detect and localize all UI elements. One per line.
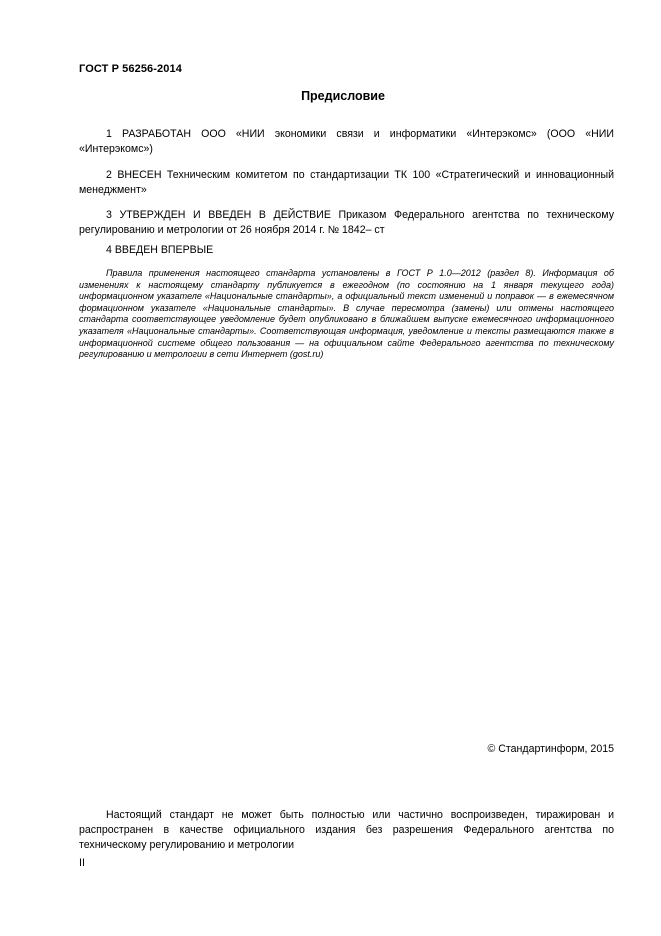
paragraph-developed-by: 1 РАЗРАБОТАН ООО «НИИ экономики связи и информатики «Интерэкомс» (ООО «НИИ «Интерэкомс») <box>79 128 614 155</box>
paragraph-introduced-by: 2 ВНЕСЕН Техническим комитетом по стандартизации ТК 100 «Стратегический и инновационный менеджмент» <box>79 169 614 196</box>
paragraph-first-introduced: 4 ВВЕДЕН ВПЕРВЫЕ <box>106 244 214 256</box>
paragraph-approved: 3 УТВЕРЖДЕН И ВВЕДЕН В ДЕЙСТВИЕ Приказом Федерального агентства по техническому регулированию и метрологии от 26 ноября 2014 г. № 1842– ст <box>79 209 614 236</box>
application-rules-note: Правила применения настоящего стандарта установлены в ГОСТ Р 1.0—2012 (раздел 8). Информация об изменениях к настоящему стандарту публикуется в ежегодном (по состоянию на 1 января текущего года) информационном указателе «Национальные стандарты», а официальный текст изменений и поправок — в ежемесячном формационном указателе «Национальные стандарты». В случае пересмотра (замены) или отмены настоящего стандарта соответствующее уведомление будет опубликовано в ближайшем выпуске ежемесячного информационного указателя «Национальные стандарты». Соответствующая информация, уведомление и тексты размещаются также в информационной системе общего пользования — на официальном сайте Федерального агентства по техническому регулированию и метрологии в сети Интернет (gost.ru) <box>79 268 614 360</box>
page-number: II <box>79 857 85 869</box>
page-title: Предисловие <box>301 89 385 103</box>
copyright-notice: © Стандартинформ, 2015 <box>487 743 614 755</box>
document-code: ГОСТ Р 56256-2014 <box>79 63 182 75</box>
reproduction-notice: Настоящий стандарт не может быть полностью или частично воспроизведен, тиражирован и распространен в качестве официального издания без разрешения Федерального агентства по техническому регулированию и метрологии <box>79 809 614 851</box>
